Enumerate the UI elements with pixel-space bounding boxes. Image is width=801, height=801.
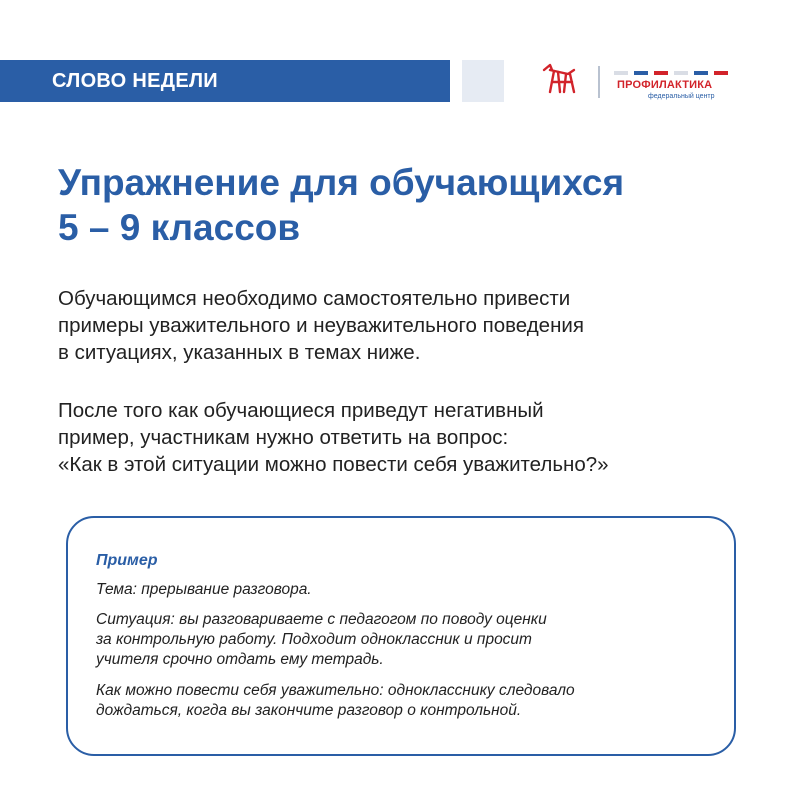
- header-label: СЛОВО НЕДЕЛИ: [52, 70, 218, 92]
- example-line: Как можно повести себя уважительно: однокласснику следовало: [96, 682, 575, 699]
- logo-divider: [598, 66, 600, 98]
- brand-stripes: [614, 71, 730, 75]
- example-line: Тема: прерывание разговора.: [96, 581, 312, 598]
- instruction-paragraph: [58, 285, 584, 366]
- title-line: Упражнение для обучающихся: [58, 162, 625, 203]
- paragraph-line: пример, участникам нужно ответить на вопрос:: [58, 426, 509, 449]
- example-heading: Пример: [96, 552, 158, 569]
- example-answer: [96, 681, 575, 721]
- example-line: за контрольную работу. Подходит одноклассник и просит: [96, 631, 532, 648]
- example-line: Ситуация: вы разговариваете с педагогом по поводу оценки: [96, 611, 547, 628]
- paragraph-line: После того как обучающиеся приведут негативный: [58, 399, 544, 422]
- brand-subtitle: федеральный центр: [648, 93, 715, 100]
- horse-logo-icon: [540, 62, 580, 100]
- example-topic: [96, 580, 312, 600]
- page-title: [58, 160, 624, 250]
- example-card: [66, 516, 736, 756]
- paragraph-line: примеры уважительного и неуважительного поведения: [58, 314, 584, 337]
- example-line: учителя срочно отдать ему тетрадь.: [96, 651, 384, 668]
- paragraph-line: Обучающимся необходимо самостоятельно привести: [58, 287, 571, 310]
- paragraph-line: «Как в этой ситуации можно повести себя уважительно?»: [58, 453, 609, 476]
- example-situation: [96, 610, 547, 670]
- question-paragraph: [58, 397, 609, 478]
- brand-name: ПРОФИЛАКТИКА: [617, 79, 713, 91]
- title-line: 5 – 9 классов: [58, 207, 301, 248]
- header-accent-square: [462, 60, 504, 102]
- example-line: дождаться, когда вы закончите разговор о контрольной.: [96, 702, 522, 719]
- header-banner: [0, 60, 450, 102]
- paragraph-line: в ситуациях, указанных в темах ниже.: [58, 341, 421, 364]
